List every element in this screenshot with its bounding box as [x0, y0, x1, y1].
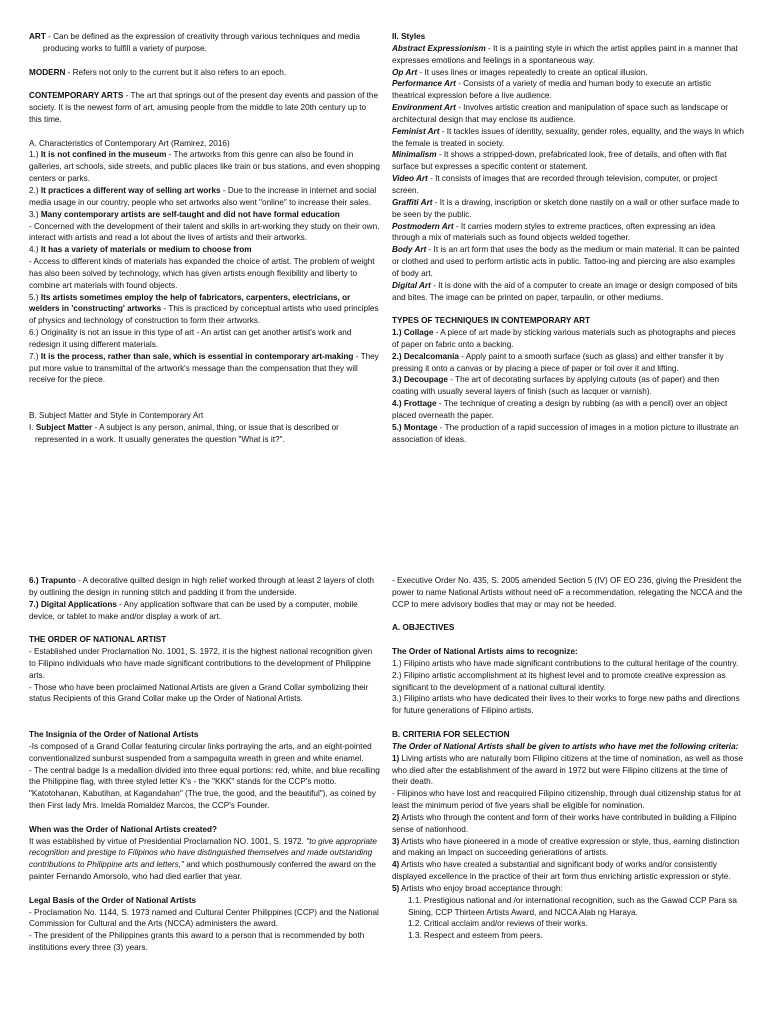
subject-style-heading: B. Subject Matter and Style in Contemporary Art: [29, 411, 204, 420]
column-bottom-left: [29, 575, 381, 954]
insignia-paragraph: - The central badge Is a medallion divided into three equal portions: red, white, and blue recalling the Philippine flag, with three styled letter K's - the "KKK" stands for the CCP's motto. "Katotohanan, Kabutihan, at Kagandahan" (The true, the good, and the beautiful"), as coined by then First lady Mrs. Imelda Romaldez Marcos, the CCP's Founder.: [29, 765, 380, 811]
characteristic-item: 6.) Originality is not an issue in this type of art - An artist can get another artist's work and redesign it using different materials.: [29, 328, 352, 349]
characteristic-item: 5.) Its artists sometimes employ the help of fabricators, carpenters, electricians, or welders in 'constructing' artworks - This is practiced by conceptual artists who used principles of physics and technology of construction to form their artworks.: [29, 292, 379, 326]
modern-definition: MODERN - Refers not only to the current but it also refers to an epoch.: [29, 67, 287, 77]
technique-item: 1.) Collage - A piece of art made by sticking various materials such as photographs and pieces of paper on fabric onto a backing.: [392, 328, 736, 349]
characteristic-text: - Concerned with the development of their talent and skills in art-working they study on their own, interact with artists and read a lot about the lives of artists and their artworks.: [29, 221, 380, 243]
criteria-subitem: 1.1. Prestigious national and /or international recognition, such as the Gawad CCP Para sa Sining, CCP Thirteen Artists Award, and NCCA Alab ng Haraya.: [408, 895, 737, 917]
styles-list: [392, 43, 744, 304]
criteria-subitem: 1.3. Respect and esteem from peers.: [408, 931, 543, 941]
style-item: Graffiti Art - It is a drawing, inscription or sketch done nastily on a wall or other surface made to be seen by the public.: [392, 197, 740, 219]
characteristic-text: - Access to different kinds of materials has expanded the choice of artist. The problem of weight has also been solved by technology, which has given artists enough flexibility and liberty to combine art materials with found objects.: [29, 257, 375, 290]
styles-heading: II. Styles: [392, 32, 426, 41]
criteria-subitem: 1.2. Critical acclaim and/or reviews of their works.: [408, 919, 588, 929]
objective-item: 3.) Filipino artists who have dedicated their lives to their works to forge new paths and directions for future generations of Filipino artists.: [392, 694, 740, 716]
techniques-list: [392, 327, 744, 445]
order-paragraph: - Established under Proclamation No. 1001, S. 1972, it is the highest national recognition given to Filipino individuals who have made significant contributions to the development of Philippine arts.: [29, 647, 373, 680]
style-item: Postmodern Art - It carries modern styles to extreme practices, often expressing an idea through a mix of materials such as found objects welded together.: [392, 221, 716, 243]
technique-item: 6.) Trapunto - A decorative quilted design in high relief worked through at least 2 layers of cloth by outlining the design in running stitch and padding it from the underside.: [29, 576, 374, 597]
column-top-left: [29, 31, 381, 446]
subject-matter-item: I. Subject Matter - A subject is any person, animal, thing, or issue that is described or represented in a work. It usually generates the question "What is it?".: [29, 422, 339, 444]
characteristic-item: 7.) It is the process, rather than sale, which is essential in contemporary art-making - They put more value to transmittal of the artwork's message than the compensation that they will receive for the piece.: [29, 351, 379, 385]
style-item: Feminist Art - It tackles issues of identity, sexuality, gender roles, equality, and the ways in which the female is treated in society.: [392, 126, 744, 148]
column-bottom-right: [392, 575, 744, 942]
insignia-heading: The Insignia of the Order of National Artists: [29, 729, 199, 739]
technique-item: 7.) Digital Applications - Any application software that can be used by a computer, mobile device, or tablet to make and/or display a work of art.: [29, 599, 358, 621]
criteria-item: 5) Artists who enjoy broad acceptance through:: [392, 883, 563, 893]
when-paragraph: It was established by virtue of Presidential Proclamation NO. 1001, S. 1972. "to give appropriate recognition and prestige to Filipinos who have distinguished themselves and made outstanding contributions to Philippine arts and letters," and which posthumously conferred the award on the painter Fernando Amorsolo, who had died earlier that year.: [29, 836, 377, 882]
contemporary-arts-definition: CONTEMPORARY ARTS - The art that springs out of the present day events and passion of the society. It is the newest form of art, amusing people from the middle to late 20th century up to this time.: [29, 91, 379, 124]
art-definition: ART - Can be defined as the expression of creativity through various techniques and media producing works to fulfill a variety of purpose.: [29, 32, 360, 53]
style-item: Environment Art - Involves artistic creation and manipulation of space such as landscape or architectural design that may enclose its audience.: [392, 103, 728, 124]
technique-item: 5.) Montage - The production of a rapid succession of images in a motion picture to illustrate an association of ideas.: [392, 422, 739, 444]
when-heading: When was the Order of National Artists created?: [29, 824, 218, 834]
style-item: Performance Art - Consists of a variety of media and human body to execute an artistic theatrical expression before a live audience.: [392, 79, 712, 101]
objectives-intro: The Order of National Artists aims to recognize:: [392, 647, 578, 657]
style-item: Video Art - It consists of images that are recorded through television, computer, or project screen.: [392, 174, 718, 195]
objective-item: 1.) Filipino artists who have made significant contributions to the cultural heritage of the country.: [392, 658, 739, 668]
insignia-paragraph: -Is composed of a Grand Collar featuring circular links portraying the arts, and an eight-pointed conventionalized sunburst suspended from a sampaguita wreath in green and white enamel.: [29, 741, 372, 763]
objectives-list: [392, 658, 744, 717]
characteristic-item: 4.) It has a variety of materials or medium to choose from: [29, 245, 252, 255]
legal-basis-paragraph: - Proclamation No. 1144, S. 1973 named and Cultural Center Philippines (CCP) and the National Commission for Cultural and the Arts (NCCA) administers the award.: [29, 907, 379, 929]
order-heading: THE ORDER OF NATIONAL ARTIST: [29, 635, 167, 645]
style-item: Digital Art - It is done with the aid of a computer to create an image or design composed of bits and bites. The image can be printed on paper, tarpaulin, or other mediums.: [392, 280, 738, 302]
criteria-item: - Filipinos who have lost and reacquired Filipino citizenship, through dual citizenship status for at least the minimum period of five years shall be eligible for nomination.: [392, 789, 741, 811]
criteria-sublist: [392, 895, 744, 942]
criteria-heading: B. CRITERIA FOR SELECTION: [392, 729, 510, 739]
style-item: Body Art - It is an art form that uses the body as the medium or main material. It can be painted or clothed and used to perform artistic acts in public. Tattoo-ing and piercing are also examples of body art.: [392, 245, 740, 278]
characteristic-item: 1.) It is not confined in the museum - The artworks from this genre can also be found in galleries, art schools, side streets, and public places like train or bus stations, and even shopping centers or parks.: [29, 150, 380, 184]
characteristic-item: 3.) Many contemporary artists are self-taught and did not have formal education: [29, 209, 340, 219]
objective-item: 2.) Filipino artistic accomplishment at its highest level and to promote creative expression as significant to the development of a national cultural identity.: [392, 670, 726, 692]
order-paragraph: - Those who have been proclaimed National Artists are given a Grand Collar symbolizing their status Recipients of this Grand Collar make up the Order of National Artists.: [29, 682, 369, 704]
characteristics-heading: A. Characteristics of Contemporary Art (Ramirez, 2016): [29, 138, 230, 148]
style-item: Op Art - It uses lines or images repeatedly to create an optical illusion.: [392, 67, 648, 77]
characteristic-item: 2.) It practices a different way of selling art works - Due to the increase in internet and social media usage in our country, people who set artworks also went "online" to increase their sales.: [29, 185, 377, 207]
criteria-intro: The Order of National Artists shall be given to artists who have met the following criteria:: [392, 741, 739, 751]
legal-basis-heading: Legal Basis of the Order of National Artists: [29, 895, 197, 905]
legal-basis-paragraph: - The president of the Philippines grants this award to a person that is recommended by both institutions every three (3) years.: [29, 931, 365, 953]
technique-item: 3.) Decoupage - The art of decorating surfaces by applying cutouts (as of paper) and then coating with usually several layers of finish (such as lacquer or varnish).: [392, 375, 720, 397]
style-item: Abstract Expressionism - It is a painting style in which the artist applies paint in a manner that expresses emotions and feelings in a spontaneous way.: [392, 43, 738, 65]
criteria-item: 3) Artists who have pioneered in a mode of creative expression or style, thus, earning distinction and making an Impact on succeeding generations of artists.: [392, 836, 740, 858]
criteria-item: 4) Artists who have created a substantial and significant body of works and/or consistently displayed excellence in the practice of their art form thus enriching artistic expression or style.: [392, 860, 731, 882]
techniques-heading: TYPES OF TECHNIQUES IN CONTEMPORARY ART: [392, 316, 591, 326]
criteria-item: 1) Living artists who are naturally born Filipino citizens at the time of nomination, as well as those who died after the establishment of the award in 1972 but were Filipino citizens at the time of their death.: [392, 753, 743, 787]
objectives-heading: A. OBJECTIVES: [392, 623, 455, 633]
criteria-item: 2) Artists who through the content and form of their works have contributed in building a Filipino sense of nationhood.: [392, 812, 737, 834]
executive-order-paragraph: - Executive Order No. 435, S. 2005 amended Section 5 (IV) OF EO 236, giving the President the power to name National Artists without need oF a recommendation, relegating the NCCA and the CCP to mere advisory bodies that may or may not be heeded.: [392, 576, 743, 609]
technique-item: 2.) Decalcomania - Apply paint to a smooth surface (such as glass) and either transfer it by pressing it onto a canvas or by placing a piece of paper or foil over it and lifting.: [392, 351, 724, 373]
column-top-right: [392, 31, 744, 446]
technique-item: 4.) Frottage - The technique of creating a design by rubbing (as with a pencil) over an object placed overneath the paper.: [392, 399, 728, 420]
style-item: Minimalism - It shows a stripped-down, prefabricated look, free of details, and often with flat surface but expresses a specific content or statement.: [392, 150, 727, 172]
